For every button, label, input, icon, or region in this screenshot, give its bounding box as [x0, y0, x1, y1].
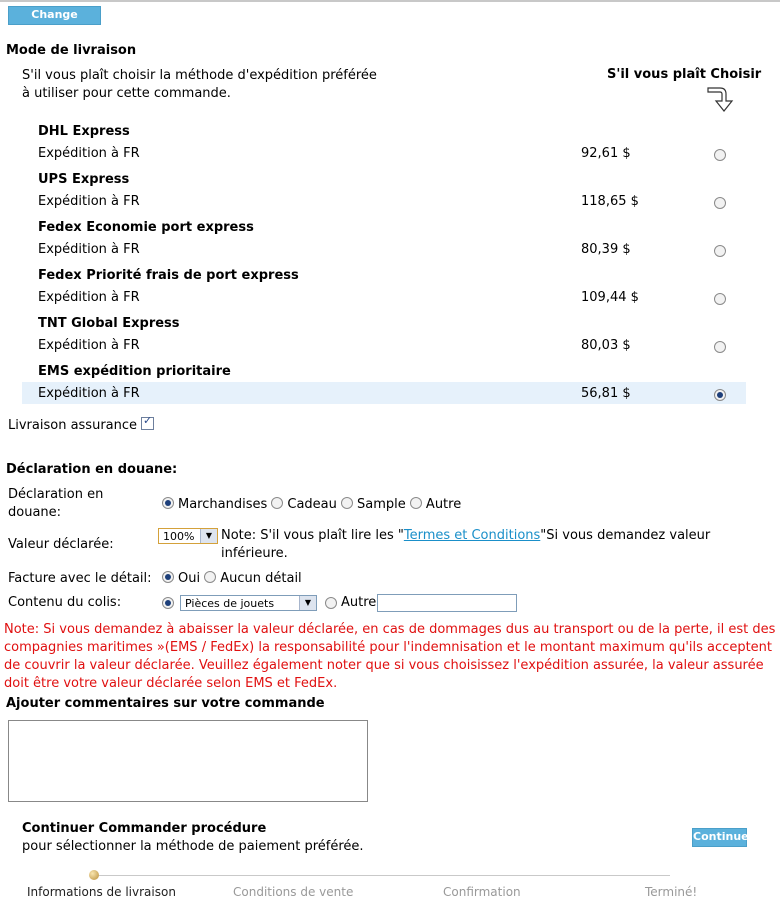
- declaration-option-cadeau[interactable]: [271, 497, 337, 512]
- chevron-down-icon: ▼: [299, 596, 316, 610]
- customs-title: Déclaration en douane:: [6, 462, 178, 477]
- declared-value-select[interactable]: [158, 528, 218, 544]
- radio-icon[interactable]: [162, 497, 174, 509]
- contents-other-label: Autre: [341, 595, 377, 610]
- declaration-option-marchandises[interactable]: [162, 497, 267, 512]
- shipping-option-radio[interactable]: [714, 341, 726, 353]
- insurance-label: Livraison assurance: [8, 418, 138, 433]
- declaration-option-label: Autre: [425, 497, 462, 512]
- shipping-option-name: UPS Express: [38, 172, 130, 187]
- warning-note: Note: Si vous demandez à abaisser la valeur déclarée, en cas de dommages dus au transport ou de la perte, il est des compagnies maritimes »(EMS / FedEx) la responsabilité pour l'indemnisation et le montant maximum qu'ils acceptent de couvrir la valeur déclarée. Veuillez également noter que si vous choisissez l'expédition assurée, la valeur assurée doit être votre valeur déclarée selon EMS et FedEx.: [4, 622, 776, 691]
- radio-icon[interactable]: [162, 571, 174, 583]
- declaration-option-label: Cadeau: [287, 497, 337, 512]
- shipping-option-price: 109,44 $: [581, 290, 639, 305]
- comments-title: Ajouter commentaires sur votre commande: [6, 696, 325, 711]
- shipping-option-radio[interactable]: [714, 245, 726, 257]
- radio-icon[interactable]: [204, 571, 216, 583]
- invoice-label: Facture avec le détail:: [8, 571, 152, 586]
- shipping-option-destination: Expédition à FR: [38, 386, 140, 401]
- contents-select[interactable]: [180, 595, 317, 611]
- shipping-option-name: DHL Express: [38, 124, 130, 139]
- step-informations: Informations de livraison: [27, 885, 176, 899]
- shipping-option-radio[interactable]: [714, 197, 726, 209]
- radio-icon[interactable]: [410, 497, 422, 509]
- terms-link[interactable]: Termes et Conditions: [403, 528, 541, 543]
- invoice-option-label: Aucun détail: [220, 571, 302, 586]
- value-note-prefix: Note: S'il vous plaît lire les ": [221, 528, 404, 543]
- value-note-suffix: "Si vous demandez valeur inférieure.: [221, 528, 711, 561]
- shipping-instruction: S'il vous plaît choisir la méthode d'expédition préférée à utiliser pour cette commande.: [22, 68, 377, 101]
- shipping-option-price: 80,39 $: [581, 242, 631, 257]
- contents-radio-other[interactable]: [325, 597, 337, 609]
- step-confirmation: Confirmation: [443, 885, 521, 899]
- choose-label: S'il vous plaît Choisir: [607, 67, 762, 82]
- continue-title: Continuer Commander procédure: [22, 821, 267, 836]
- radio-icon[interactable]: [271, 497, 283, 509]
- change-address-button[interactable]: Change Address: [8, 6, 101, 25]
- contents-radio-selected[interactable]: [162, 597, 174, 609]
- checkmark-icon: ✓: [143, 414, 153, 427]
- declaration-label: Déclaration en douane:: [8, 487, 104, 520]
- shipping-option-radio[interactable]: [714, 293, 726, 305]
- top-border: [0, 0, 780, 2]
- value-note: [221, 527, 741, 563]
- shipping-option-destination: Expédition à FR: [38, 146, 140, 161]
- invoice-option-aucun[interactable]: [204, 571, 301, 586]
- shipping-option-destination: Expédition à FR: [38, 194, 140, 209]
- value-label: Valeur déclarée:: [8, 537, 114, 552]
- invoice-options: [162, 571, 302, 586]
- shipping-title: Mode de livraison: [6, 43, 137, 58]
- declaration-options: [162, 497, 461, 512]
- shipping-option-name: Fedex Priorité frais de port express: [38, 268, 299, 283]
- declared-value-selected: 100%: [163, 530, 195, 543]
- invoice-option-label: Oui: [178, 571, 201, 586]
- progress-marker: [89, 870, 99, 880]
- chevron-down-icon: ▼: [200, 529, 217, 543]
- curved-arrow-down-icon: [706, 84, 736, 114]
- contents-other-input[interactable]: [377, 594, 517, 612]
- insurance-row: [8, 414, 154, 433]
- continue-button[interactable]: Continue: [692, 828, 747, 847]
- progress-line: [94, 875, 670, 876]
- shipping-option-name: Fedex Economie port express: [38, 220, 254, 235]
- invoice-option-oui[interactable]: [162, 571, 200, 586]
- shipping-option-price: 118,65 $: [581, 194, 639, 209]
- shipping-option-destination: Expédition à FR: [38, 338, 140, 353]
- shipping-option-name: TNT Global Express: [38, 316, 180, 331]
- contents-selected: Pièces de jouets: [185, 597, 275, 610]
- shipping-option-radio[interactable]: [714, 149, 726, 161]
- step-conditions: Conditions de vente: [233, 885, 354, 899]
- radio-icon[interactable]: [341, 497, 353, 509]
- declaration-option-label: Sample: [357, 497, 406, 512]
- shipping-option-price: 80,03 $: [581, 338, 631, 353]
- declaration-option-label: Marchandises: [178, 497, 268, 512]
- shipping-option-price: 92,61 $: [581, 146, 631, 161]
- declaration-option-autre[interactable]: [410, 497, 461, 512]
- continue-subtitle: pour sélectionner la méthode de paiement préférée.: [22, 839, 364, 854]
- shipping-option-name: EMS expédition prioritaire: [38, 364, 231, 379]
- shipping-option-radio[interactable]: [714, 389, 726, 401]
- declaration-option-sample[interactable]: [341, 497, 406, 512]
- shipping-option-price: 56,81 $: [581, 386, 631, 401]
- shipping-option-destination: Expédition à FR: [38, 290, 140, 305]
- step-termine: Terminé!: [645, 885, 698, 899]
- shipping-option-destination: Expédition à FR: [38, 242, 140, 257]
- insurance-checkbox[interactable]: [141, 414, 154, 430]
- comments-textarea[interactable]: [8, 720, 368, 802]
- contents-label: Contenu du colis:: [8, 595, 122, 610]
